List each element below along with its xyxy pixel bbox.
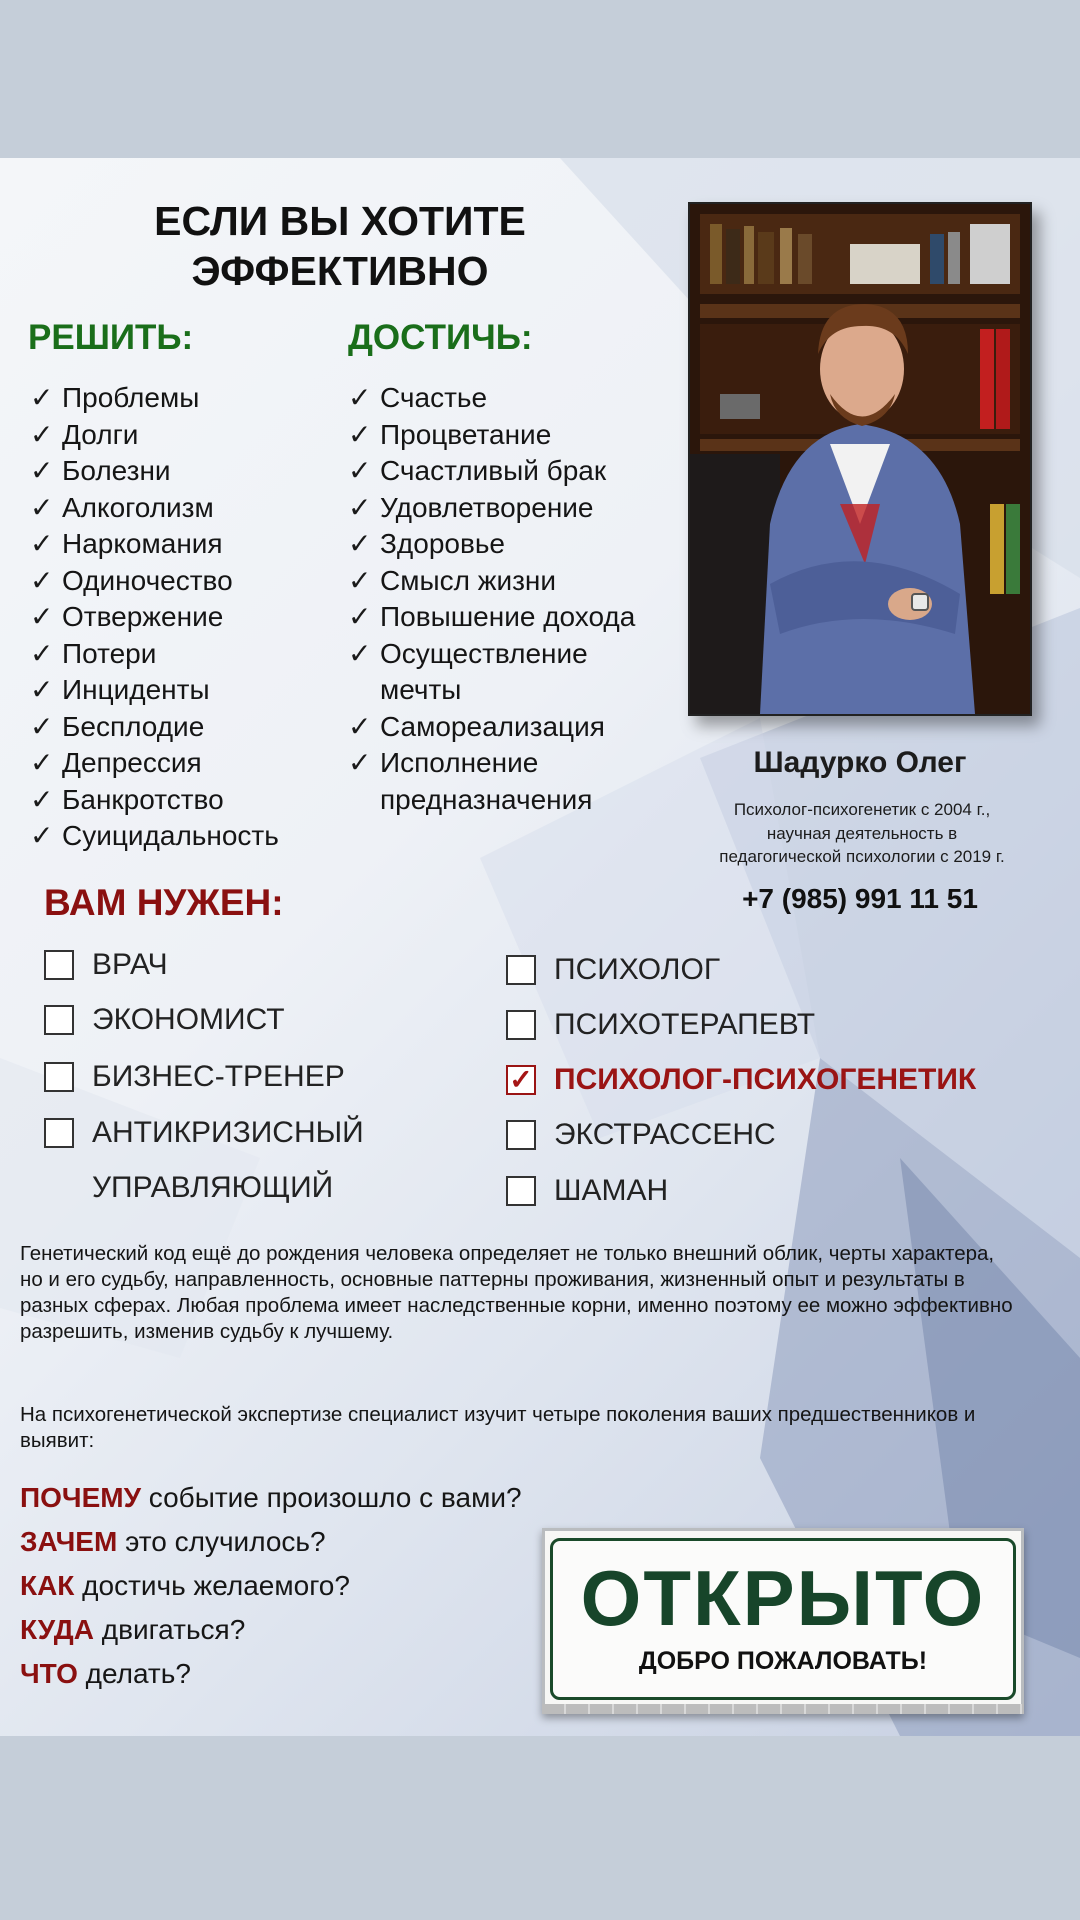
checkbox-icon [506,1120,536,1150]
achieve-title: ДОСТИЧЬ: [348,318,533,357]
need-title: ВАМ НУЖЕН: [44,882,284,923]
check-icon: ✓ [348,747,372,778]
list-item: ✓ Суицидальность [30,818,279,855]
check-icon: ✓ [30,382,54,413]
list-item: ✓ Удовлетворение [348,490,635,527]
headline-line-1: ЕСЛИ ВЫ ХОТИТЕ [154,198,526,244]
portrait-photo [688,202,1032,716]
list-item: ✓ Исполнение [348,745,635,782]
list-item: ✓ Здоровье [348,526,635,563]
check-icon: ✓ [348,382,372,413]
check-icon: ✓ [30,528,54,559]
question-what-for: ЗАЧЕМ это случилось? [20,1526,326,1557]
list-item: ✓ Счастливый брак [348,453,635,490]
option-economist: ЭКОНОМИСТ [44,1003,285,1037]
list-item: ✓ Потери [30,636,279,673]
question-why: ПОЧЕМУ событие произошло с вами? [20,1482,522,1513]
list-item: предназначения [380,783,593,815]
list-item: ✓ Наркомания [30,526,279,563]
option-doctor: ВРАЧ [44,948,168,982]
list-item: ✓ Депрессия [30,745,279,782]
check-icon: ✓ [348,528,372,559]
option-psychotherapist: ПСИХОТЕРАПЕВТ [506,1008,815,1042]
solve-list [30,380,279,855]
solve-title: РЕШИТЬ: [28,318,194,357]
checkbox-icon [506,955,536,985]
description-paragraph: Генетический код ещё до рождения человека определяет не только внешний облик, черты характера, но и его судьбу, направленность, основные паттерны проживания, жизненный опыт и результаты в разных сферах. Любая проблема имеет наследственные корни, именно поэтому ее можно эффективно разрешить, изменив судьбу к лучшему. [20,1242,1013,1343]
check-icon: ✓ [30,710,54,742]
list-item: ✓ Болезни [30,453,279,490]
check-icon: ✓ [30,564,54,596]
check-icon: ✓ [348,601,372,632]
check-icon: ✓ [348,491,372,523]
option-psychic: ЭКСТРАССЕНС [506,1118,776,1152]
option-crisis-manager: АНТИКРИЗИСНЫЙ [44,1116,364,1150]
option-psychologist: ПСИХОЛОГ [506,953,720,987]
check-icon: ✓ [30,601,54,632]
list-item: ✓ Самореализация [348,709,635,746]
question-where: КУДА двигаться? [20,1614,246,1645]
check-icon: ✓ [30,455,54,486]
question-how: КАК достичь желаемого? [20,1570,350,1601]
checkbox-icon [506,1176,536,1206]
checkbox-icon [44,950,74,980]
open-sign-panel [550,1538,1016,1700]
list-item: ✓ Смысл жизни [348,563,635,600]
open-sign-title: ОТКРЫТО [580,1554,986,1642]
open-sign-subtitle: ДОБРО ПОЖАЛОВАТЬ! [638,1647,928,1675]
check-icon: ✓ [30,491,54,523]
phone-number[interactable]: +7 (985) 991 11 51 [742,883,978,914]
specialist-name: Шадурко Олег [753,746,967,779]
question-what: ЧТО делать? [20,1658,191,1689]
list-item: ✓ Повышение дохода [348,599,635,636]
list-item: ✓ Алкоголизм [30,490,279,527]
open-sign [542,1528,1024,1714]
check-icon: ✓ [348,418,372,450]
check-icon: ✓ [30,747,54,778]
list-item: ✓ Банкротство [30,782,279,819]
checked-checkbox-icon: ✓ [506,1065,536,1095]
option-business-coach: БИЗНЕС-ТРЕНЕР [44,1060,345,1094]
list-item: ✓ Отвержение [30,599,279,636]
list-item: ✓ Проблемы [30,380,279,417]
check-icon: ✓ [30,820,54,851]
check-icon: ✓ [348,455,372,486]
headline-line-2: ЭФФЕКТИВНО [191,248,489,294]
specialist-bio: Психолог-психогенетик с 2004 г., научная деятельность в педагогической психологии с 2019 г. [719,800,1005,866]
option-psychogeneticist: ✓ ПСИХОЛОГ-ПСИХОГЕНЕТИК [506,1063,976,1097]
check-icon: ✓ [30,418,54,450]
checkbox-icon [44,1062,74,1092]
option-shaman: ШАМАН [506,1174,668,1208]
option-crisis-manager-line2: УПРАВЛЯЮЩИЙ [92,1171,334,1204]
portrait-illustration [690,204,1030,714]
list-item: ✓ Бесплодие [30,709,279,746]
brick-strip [542,1704,1024,1714]
list-item: ✓ Счастье [348,380,635,417]
flyer [0,158,1080,1736]
list-item: ✓ Инциденты [30,672,279,709]
list-item: ✓ Одиночество [30,563,279,600]
check-icon: ✓ [348,637,372,669]
check-icon: ✓ [348,564,372,596]
list-item: ✓ Долги [30,417,279,454]
list-item: ✓ Осуществление [348,636,635,673]
headline [110,196,570,296]
check-icon: ✓ [30,637,54,669]
checkbox-icon [506,1010,536,1040]
check-icon: ✓ [30,674,54,705]
list-item: ✓ Процветание [348,417,635,454]
checkbox-icon [44,1005,74,1035]
checkbox-icon [44,1118,74,1148]
list-item: мечты [380,674,462,705]
check-icon: ✓ [30,783,54,815]
check-icon: ✓ [348,710,372,742]
achieve-list [348,380,635,818]
expertise-paragraph: На психогенетической экспертизе специалист изучит четыре поколения ваших предшественников и выявит: [20,1403,976,1452]
